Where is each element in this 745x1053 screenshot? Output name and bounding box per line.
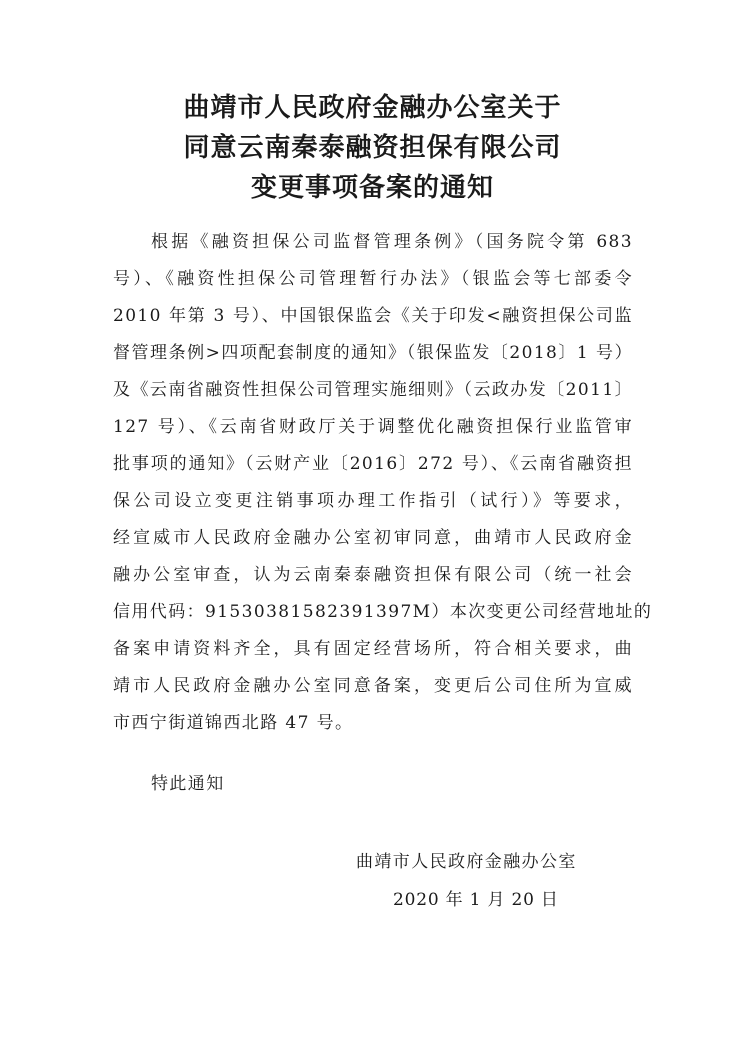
body-line-4: 督管理条例>四项配套制度的通知》（银保监发〔2018〕1 号） <box>113 343 633 363</box>
signature-date: 2020 年 1 月 20 日 <box>393 890 559 910</box>
body-line-2: 号）、《融资性担保公司管理暂行办法》（银监会等七部委令 <box>113 269 633 289</box>
title-line-1: 曲靖市人民政府金融办公室关于 <box>183 93 562 123</box>
body-line-12: 备案申请资料齐全，具有固定经营场所，符合相关要求，曲 <box>113 639 633 659</box>
body-line-14: 市西宁街道锦西北路 47 号。 <box>113 713 354 733</box>
body-line-7: 批事项的通知》（云财产业〔2016〕272 号）、《云南省融资担 <box>113 454 633 474</box>
body-line-10: 融办公室审查，认为云南秦泰融资担保有限公司（统一社会 <box>113 565 633 585</box>
body-line-8: 保公司设立变更注销事项办理工作指引（试行）》等要求， <box>113 491 633 511</box>
document-title <box>0 88 745 208</box>
body-line-1: 根据《融资担保公司监督管理条例》（国务院令第 683 <box>151 232 633 252</box>
body-line-13: 靖市人民政府金融办公室同意备案，变更后公司住所为宣威 <box>113 676 633 696</box>
notice-body <box>113 224 653 742</box>
body-line-6: 127 号）、《云南省财政厅关于调整优化融资担保行业监管审 <box>113 417 633 437</box>
title-line-3: 变更事项备案的通知 <box>250 173 494 203</box>
title-line-2: 同意云南秦泰融资担保有限公司 <box>183 133 562 163</box>
closing-text: 特此通知 <box>151 774 225 794</box>
body-line-9: 经宣威市人民政府金融办公室初审同意，曲靖市人民政府金 <box>113 528 633 548</box>
signature-organization: 曲靖市人民政府金融办公室 <box>356 852 577 872</box>
body-line-5: 及《云南省融资性担保公司管理实施细则》（云政办发〔2011〕 <box>113 380 633 400</box>
body-line-3: 2010 年第 3 号）、中国银保监会《关于印发<融资担保公司监 <box>113 306 633 326</box>
body-line-11: 信用代码：91530381582391397M）本次变更公司经营地址的 <box>113 602 653 622</box>
